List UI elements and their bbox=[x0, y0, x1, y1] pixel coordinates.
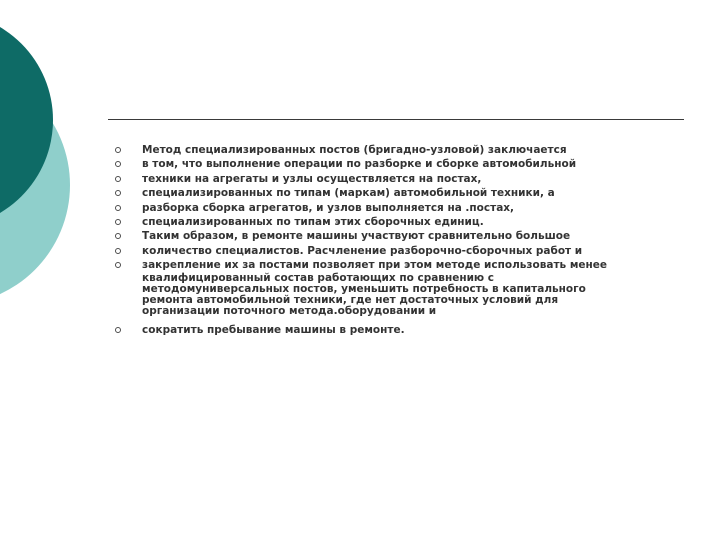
list-item bbox=[112, 157, 692, 171]
list-item-text: техники на агрегаты и узлы осуществляется на постах, bbox=[142, 172, 482, 185]
list-item-continuation: организации поточного метода.оборудовании и bbox=[142, 304, 437, 317]
hollow-circle-bullet-icon bbox=[115, 190, 121, 196]
hollow-circle-bullet-icon bbox=[115, 219, 121, 225]
list-item-text: в том, что выполнение операции по разборке и сборке автомобильной bbox=[142, 158, 577, 171]
list-item-text: специализированных по типам (маркам) автомобильной техники, а bbox=[142, 187, 555, 200]
hollow-circle-bullet-icon bbox=[115, 248, 121, 254]
list-item bbox=[112, 244, 692, 258]
list-item bbox=[112, 323, 692, 337]
list-item bbox=[112, 215, 692, 229]
hollow-circle-bullet-icon bbox=[115, 147, 121, 153]
list-item-text: Метод специализированных постов (бригадно-узловой) заключается bbox=[142, 144, 567, 156]
list-item-text: специализированных по типам этих сборочных единиц. bbox=[142, 216, 484, 229]
list-item bbox=[112, 258, 692, 316]
decorative-circles bbox=[0, 0, 90, 300]
list-item bbox=[112, 201, 692, 215]
list-item-text: количество специалистов. Расчленение разборочно-сборочных работ и bbox=[142, 244, 583, 257]
list-item-text: разборка сборка агрегатов, и узлов выполняется на .постах, bbox=[142, 201, 515, 214]
bullet-list bbox=[112, 143, 692, 337]
hollow-circle-bullet-icon bbox=[115, 262, 121, 268]
hollow-circle-bullet-icon bbox=[115, 205, 121, 211]
list-item-text: сократить пребывание машины в ремонте. bbox=[142, 323, 405, 336]
horizontal-divider bbox=[108, 119, 684, 120]
list-item-continuation: ремонта автомобильной техники, где нет достаточных условий для bbox=[142, 293, 559, 306]
hollow-circle-bullet-icon bbox=[115, 176, 121, 182]
list-item-continuation: квалифицированный состав работающих по сравнению с bbox=[142, 271, 495, 284]
list-item bbox=[112, 143, 692, 157]
list-item bbox=[112, 186, 692, 200]
hollow-circle-bullet-icon bbox=[115, 161, 121, 167]
list-item-text: Таким образом, в ремонте машины участвуют сравнительно большое bbox=[142, 230, 571, 243]
hollow-circle-bullet-icon bbox=[115, 327, 121, 333]
hollow-circle-bullet-icon bbox=[115, 233, 121, 239]
list-item bbox=[112, 172, 692, 186]
list-item-continuation: методомуниверсальных постов, уменьшить потребность в капитального bbox=[142, 282, 586, 295]
list-item bbox=[112, 229, 692, 243]
list-item-text: закрепление их за постами позволяет при этом методе использовать менее bbox=[142, 259, 608, 272]
